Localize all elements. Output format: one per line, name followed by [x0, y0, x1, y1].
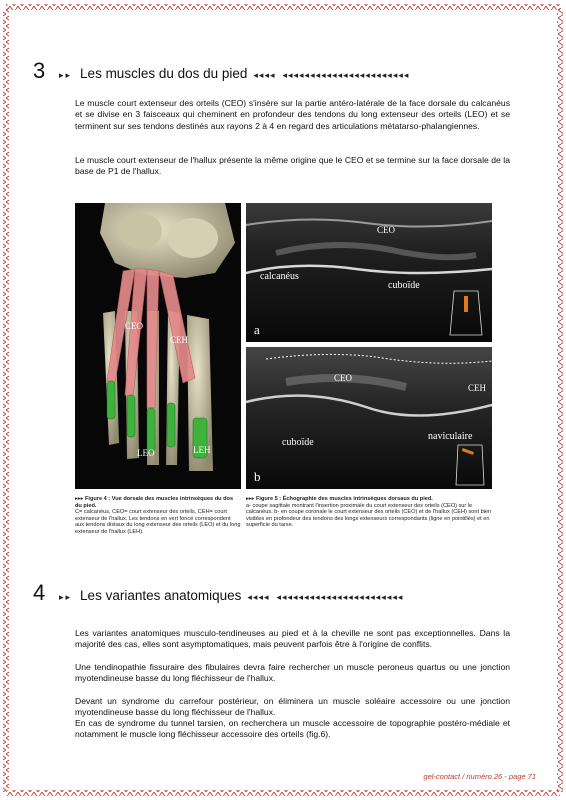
label-ceh: CEH: [170, 335, 188, 345]
caption-body: a- coupe sagittale montrant l'insertion proximale du court extenseur des orteils (CEO) sur le calcanéus. b- en coupe coronale le court extenseur des orteils (CEO) et de l'hallux (CEH) sont bien visibles en profondeur des tendons des longs extenseurs correspondants (ligne en pointillés) et en superficie du tarse.: [246, 502, 492, 529]
figure-4-caption: [75, 496, 241, 536]
section-4-heading: [33, 580, 403, 606]
arrow-decoration: ▸▸▸: [75, 496, 85, 502]
caption-title: Figure 4 : Vue dorsale des muscles intrinsèques du dos du pied.: [75, 496, 234, 509]
section-4-paragraph: Les variantes anatomiques musculo-tendineuses au pied et à la cheville ne sont pas exceptionnelles. Dans la majorité des cas, elles sont asymptomatiques, mais peuvent parfois être à l'origine de conflits.: [75, 628, 510, 650]
section-4-paragraph: Devant un syndrome du carrefour postérieur, on éliminera un muscle soléaire accessoire ou une jonction myotendineuse basse du long fléchisseur de l'hallux.: [75, 696, 510, 718]
label-leo: LEO: [137, 448, 155, 458]
caption-body: C= calcanéus, CEO= court extenseur des orteils, CEH= court extenseur de l'hallux. Les tendons en vert foncé correspondent aux tendons distaux du long extenseur des orteils (LEO) et du long extenseur de l'hallux (LEH).: [75, 509, 241, 535]
page-footer: gel-contact / numéro 26 - page 71: [423, 772, 536, 781]
label-calcaneus: calcanéus: [260, 271, 299, 282]
section-title: Les muscles du dos du pied: [80, 66, 248, 81]
figure-5b-image: [246, 347, 492, 489]
section-number: 4: [33, 580, 46, 605]
caption-title: Figure 5 : Échographie des muscles intrinsèques dorsaux du pied.: [255, 496, 433, 502]
figure-4-image: [75, 203, 241, 489]
figure-5-caption: [246, 496, 492, 529]
label-ceo: CEO: [334, 373, 352, 383]
section-3-heading: [33, 58, 409, 84]
label-cuboide: cuboïde: [282, 437, 314, 448]
label-naviculaire: naviculaire: [428, 431, 473, 442]
label-leh: LEH: [193, 445, 211, 455]
section-4-paragraph: En cas de syndrome du tunnel tarsien, on recherchera un muscle accessoire de topographie postéro-médiale et notamment le muscle long fléchisseur accessoire des orteils (fig.6).: [75, 718, 510, 740]
arrow-decoration: ◂◂◂◂ ◂◂◂◂◂◂◂◂◂◂◂◂◂◂◂◂◂◂◂◂◂◂◂: [253, 70, 410, 80]
arrow-decoration: ▸▸: [59, 70, 73, 80]
arrow-decoration: ▸▸: [59, 592, 73, 602]
arrow-decoration: ◂◂◂◂ ◂◂◂◂◂◂◂◂◂◂◂◂◂◂◂◂◂◂◂◂◂◂◂: [247, 592, 404, 602]
section-number: 3: [33, 58, 46, 83]
figure-5a-image: [246, 203, 492, 342]
section-3-paragraph: Le muscle court extenseur de l'hallux présente la même origine que le CEO et se termine sur la face dorsale de la base de P1 de l'hallux.: [75, 155, 510, 177]
section-title: Les variantes anatomiques: [80, 588, 242, 603]
label-ceo: CEO: [125, 321, 143, 331]
panel-letter: a: [254, 322, 260, 337]
section-3-paragraph: Le muscle court extenseur des orteils (CEO) s'insère sur la partie antéro-latérale de la face dorsale du calcanéus et se divise en 3 faisceaux qui cheminent en profondeur des tendons du long extenseur des orteils (LEO) et se terminent sur ses tendons destinés aux rayons 2 à 4 en regard des articulations métatarso-phalangiennes.: [75, 98, 510, 131]
label-ceh: CEH: [468, 383, 486, 393]
label-ceo: CEO: [377, 225, 395, 235]
arrow-decoration: ▸▸▸: [246, 496, 256, 502]
panel-letter: b: [254, 469, 261, 484]
section-4-paragraph: Une tendinopathie fissuraire des fibulaires devra faire rechercher un muscle peroneus quartus ou une jonction myotendineuse basse du long fléchisseur de l'hallux.: [75, 662, 510, 684]
label-cuboide: cuboïde: [388, 280, 420, 291]
